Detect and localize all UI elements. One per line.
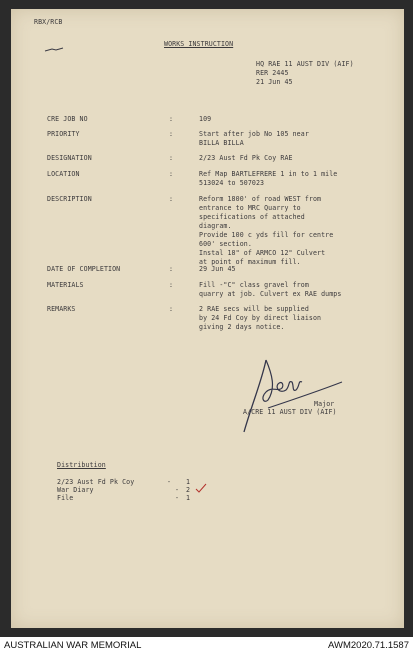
field-sep: : — [169, 265, 174, 273]
field-value-description-line: Reform 1800' of road WEST from — [199, 195, 322, 203]
field-label-materials: MATERIALS — [47, 281, 84, 289]
field-value-materials-line: quarry at job. Culvert ex RAE dumps — [199, 290, 342, 298]
field-value-materials-line: Fill -"C" class gravel from — [199, 281, 309, 289]
archive-footer — [0, 637, 413, 653]
field-value-completion: 29 Jun 45 — [199, 265, 236, 273]
field-value-description-line: 600' section. — [199, 240, 252, 248]
memo-date: 21 Jun 45 — [256, 78, 293, 86]
distribution-dash: - — [175, 494, 180, 502]
file-reference: RER 2445 — [256, 69, 289, 77]
distribution-count: 1 — [186, 478, 191, 486]
field-label-location: LOCATION — [47, 170, 80, 178]
reference-code: RBX/RCB — [34, 18, 63, 26]
distribution-count: 1 — [186, 494, 191, 502]
red-tick-mark — [195, 478, 207, 497]
field-value-location-line: 513024 to 507023 — [199, 179, 265, 187]
field-sep: : — [169, 130, 174, 138]
field-value-remarks-line: by 24 Fd Coy by direct liaison — [199, 314, 322, 322]
field-value-description-line: Instal 18" of ARMCO 12" Culvert — [199, 249, 326, 257]
field-label-priority: PRIORITY — [47, 130, 80, 138]
field-value-job-no: 109 — [199, 115, 212, 123]
field-label-designation: DESIGNATION — [47, 154, 92, 162]
field-sep: : — [169, 170, 174, 178]
signatory-rank: Major — [314, 400, 335, 408]
distribution-recipient: File — [57, 494, 74, 502]
field-sep: : — [169, 195, 174, 203]
distribution-count: 2 — [186, 486, 191, 494]
distribution-heading: Distribution — [57, 461, 106, 469]
distribution-dash: - — [175, 486, 180, 494]
archive-accession-number: AWM2020.71.1587 — [328, 640, 409, 651]
field-label-job-no: CRE JOB NO — [47, 115, 88, 123]
field-value-priority-line: BILLA BILLA — [199, 139, 244, 147]
field-sep: : — [169, 154, 174, 162]
archive-name: AUSTRALIAN WAR MEMORIAL — [4, 640, 142, 651]
issuing-hq: HQ RAE 11 AUST DIV (AIF) — [256, 60, 354, 68]
field-label-description: DESCRIPTION — [47, 195, 92, 203]
field-label-remarks: REMARKS — [47, 305, 76, 313]
field-value-remarks-line: 2 RAE secs will be supplied — [199, 305, 309, 313]
field-sep: : — [169, 281, 174, 289]
field-value-description-line: Provide 100 c yds fill for centre — [199, 231, 334, 239]
field-sep: : — [169, 305, 174, 313]
field-value-remarks-line: giving 2 days notice. — [199, 323, 285, 331]
handwritten-signature — [238, 352, 353, 441]
field-value-designation: 2/23 Aust Fd Pk Coy RAE — [199, 154, 293, 162]
field-value-location-line: Ref Map BARTLEFRERE 1 in to 1 mile — [199, 170, 338, 178]
distribution-recipient: 2/23 Aust Fd Pk Coy — [57, 478, 135, 486]
field-value-description-line: diagram. — [199, 222, 232, 230]
field-value-description-line: specifications of attached — [199, 213, 305, 221]
distribution-dash: - — [167, 478, 172, 486]
distribution-recipient: War Diary — [57, 486, 94, 494]
field-value-description-line: entrance to MRC Quarry to — [199, 204, 301, 212]
field-value-priority-line: Start after job No 105 near — [199, 130, 309, 138]
pen-tick-mark — [44, 38, 64, 57]
signatory-unit: A/CRE 11 AUST DIV (AIF) — [243, 408, 337, 416]
document-title: WORKS INSTRUCTION — [164, 40, 234, 48]
field-label-completion: DATE OF COMPLETION — [47, 265, 121, 273]
field-sep: : — [169, 115, 174, 123]
field-value-description-line: at point of maximum fill. — [199, 258, 301, 266]
